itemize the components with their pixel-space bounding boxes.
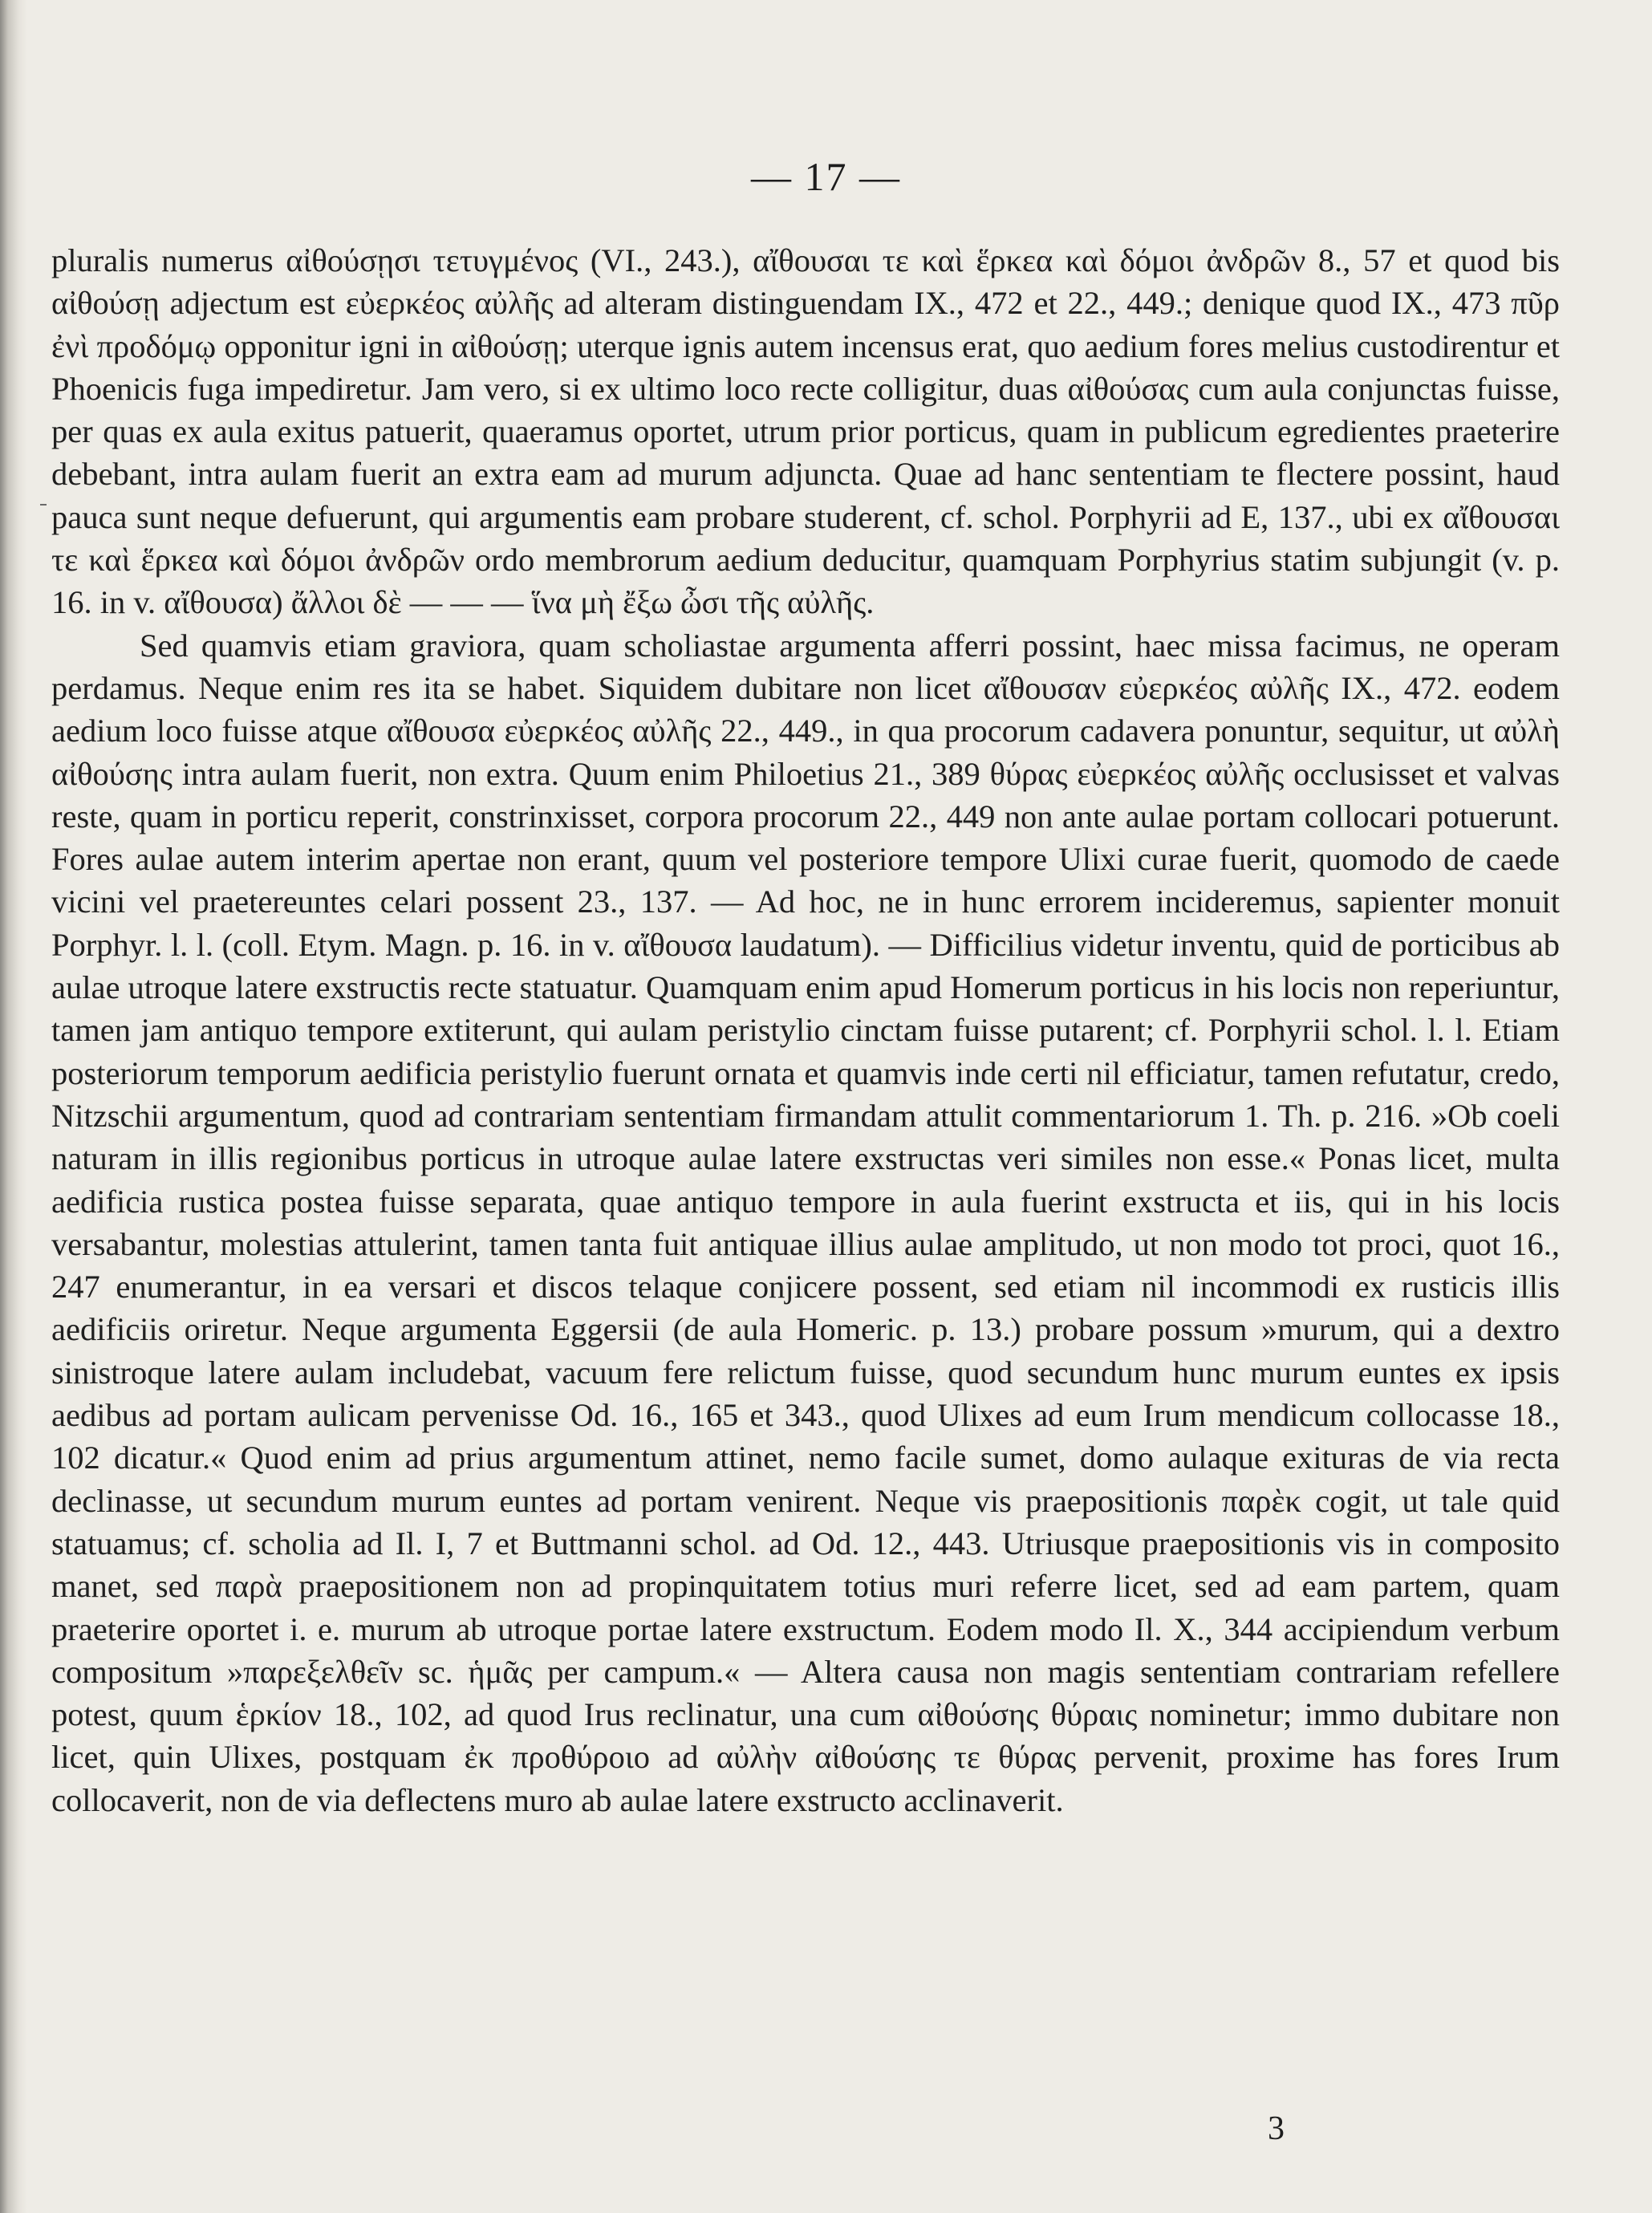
- text-body: [51, 239, 1560, 1821]
- signature-mark: 3: [1268, 2110, 1285, 2147]
- binding-gutter: [0, 0, 27, 2213]
- margin-mark: [40, 504, 47, 506]
- paragraph-1: pluralis numerus αἰθούσῃσι τετυγμένος (VI., 243.), αἴθουσαι τε καὶ ἕρκεα καὶ δόμοι ἀνδρῶν 8., 57 et quod bis αἰθούσῃ adjectum est εὐερκέος αὐλῆς ad alteram distinguendam IX., 472 et 22., 449.; denique quod IX., 473 πῦρ ἐνὶ προδόμῳ opponitur igni in αἰθούσῃ; uterque ignis autem incensus erat, quo aedium fores melius custodirentur et Phoenicis fuga impediretur. Jam vero, si ex ultimo loco recte colligitur, duas αἰθούσας cum aula conjunctas fuisse, per quas ex aula exitus patuerit, quaeramus oportet, utrum prior porticus, quam in publicum egredientes praeterire debebant, intra aulam fuerit an extra eam ad murum adjuncta. Quae ad hanc sententiam te flectere possint, haud pauca sunt neque defuerunt, qui argumentis eam probare studerent, cf. schol. Porphyrii ad E, 137., ubi ex αἴθουσαι τε καὶ ἕρκεα καὶ δόμοι ἀνδρῶν ordo membrorum aedium deducitur, quamquam Porphyrius statim subjungit (v. p. 16. in v. αἴθουσα) ἄλλοι δὲ — — — ἵνα μὴ ἔξω ὦσι τῆς αὐλῆς.: [51, 242, 1560, 621]
- page-header: — 17 —: [751, 154, 901, 199]
- paragraph-2: Sed quamvis etiam graviora, quam scholiastae argumenta afferri possint, haec missa facimus, ne operam perdamus. Neque enim res ita se habet. Siquidem dubitare non licet αἴθουσαν εὐερκέος αὐλῆς IX., 472. eodem aedium loco fuisse atque αἴθουσα εὐερκέος αὐλῆς 22., 449., in qua procorum cadavera ponuntur, sequitur, ut αὐλὴ αἰθούσης intra aulam fuerit, non extra. Quum enim Philoetius 21., 389 θύρας εὐερκέος αὐλῆς occlusisset et valvas reste, quam in porticu reperit, constrinxisset, corpora procorum 22., 449 non ante aulae portam collocari potuerunt. Fores aulae autem interim apertae non erant, quum vel posteriore tempore Ulixi curae fuerit, quomodo de caede vicini vel praetereuntes celari possent 23., 137. — Ad hoc, ne in hunc errorem incideremus, sapienter monuit Porphyr. l. l. (coll. Etym. Magn. p. 16. in v. αἴθουσα laudatum). — Difficilius videtur inventu, quid de porticibus ab aulae utroque latere exstructis recte statuatur. Quamquam enim apud Homerum porticus in his locis non reperiuntur, tamen jam antiquo tempore extiterunt, qui aulam peristylio cinctam fuisse putarent; cf. Porphyrii schol. l. l. Etiam posteriorum temporum aedificia peristylio fuerunt ornata et quamvis inde certi nil efficiatur, tamen refutatur, credo, Nitzschii argumentum, quod ad contrariam sententiam firmandam attulit commentariorum 1. Th. p. 216. »Ob coeli naturam in illis regionibus porticus in utroque aulae latere exstructas veri similes non esse.« Ponas licet, multa aedificia rustica postea fuisse separata, quae antiquo tempore in aula fuerint exstructa et iis, qui in his locis versabantur, molestias attulerint, tamen tanta fuit antiquae illius aulae amplitudo, ut non modo tot proci, quot 16., 247 enumerantur, in ea versari et discos telaque conjicere possent, sed etiam nil incommodi ex rusticis illis aedificiis oriretur. Neque argumenta Eggersii (de aula Homeric. p. 13.) probare possum »murum, qui a dextro sinistroque latere aulam includebat, vacuum fere relictum fuisse, quod secundum hunc murum euntes ex ipsis aedibus ad portam aulicam pervenisse Od. 16., 165 et 343., quod Ulixes ad eum Irum mendicum collocasse 18., 102 dicatur.« Quod enim ad prius argumentum attinet, nemo facile sumet, domo aulaque exituras de via recta declinasse, ut secundum murum euntes ad portam venirent. Neque vis praepositionis παρὲκ cogit, ut tale quid statuamus; cf. scholia ad Il. I, 7 et Buttmanni schol. ad Od. 12., 443. Utriusque praepositionis vis in composito manet, sed παρὰ praepositionem non ad propinquitatem totius muri referre licet, sed ad eam partem, quam praeterire oportet i. e. murum ab utroque portae latere exstructum. Eodem modo Il. X., 344 accipiendum verbum compositum »παρεξελθεῖν sc. ἡμᾶς per campum.« — Altera causa non magis sententiam contrariam refellere potest, quum ἑρκίον 18., 102, ad quod Irus reclinatur, una cum αἰθούσης θύραις nominetur; immo dubitare non licet, quin Ulixes, postquam ἐκ προθύροιο ad αὐλὴν αἰθούσης τε θύρας pervenit, proxime has fores Irum collocaverit, non de via deflectens muro ab aulae latere exstructo acclinaverit.: [51, 627, 1560, 1818]
